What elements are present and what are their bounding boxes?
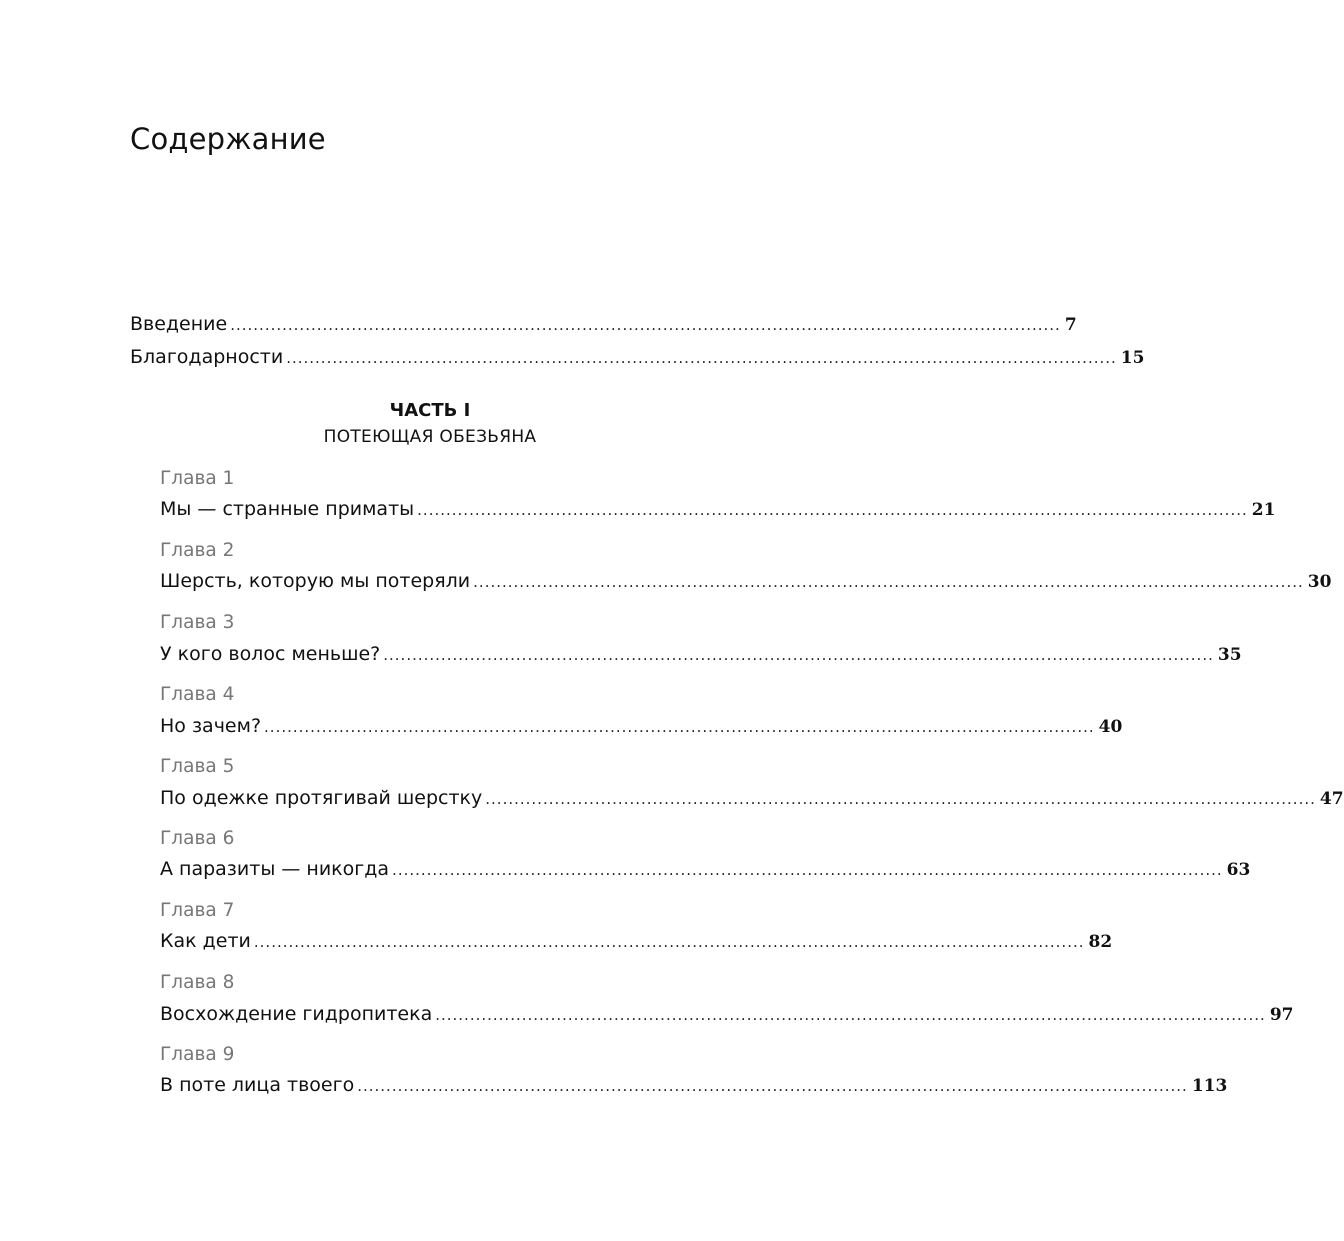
dot-leader: ................................................................................................................................................ [417, 501, 1248, 519]
page-title: Содержание [130, 122, 326, 156]
toc-entry-label: А паразиты — никогда [160, 858, 390, 880]
chapter-number: Глава 1 [160, 468, 235, 489]
part-heading [300, 398, 560, 450]
toc-page-number: 97 [1269, 1005, 1294, 1025]
dot-leader: ................................................................................................................................................ [485, 790, 1316, 808]
part-title: ПОТЕЮЩАЯ ОБЕЗЬЯНА [323, 427, 537, 447]
dot-leader: ................................................................................................................................................ [473, 573, 1304, 591]
toc-entry-label: Шерсть, которую мы потеряли [160, 570, 471, 592]
toc-entry-label: Но зачем? [160, 715, 262, 737]
toc-entry-label: Как дети [160, 930, 251, 952]
dot-leader: ................................................................................................................................................ [357, 1077, 1188, 1095]
chapter-number: Глава 5 [160, 756, 235, 777]
chapter-number: Глава 6 [160, 828, 235, 849]
toc-page-number: 35 [1217, 645, 1242, 665]
dot-leader: ................................................................................................................................................ [264, 718, 1095, 736]
toc-entry-label: По одежке протягивай шерстку [160, 787, 483, 809]
chapter-number: Глава 2 [160, 540, 235, 561]
toc-page-number: 7 [1064, 315, 1077, 335]
toc-page-number: 47 [1319, 789, 1344, 809]
dot-leader: ................................................................................................................................................ [253, 933, 1085, 951]
chapter-number: Глава 4 [160, 684, 235, 705]
toc-entry-label: У кого волос меньше? [160, 643, 381, 665]
chapter-number: Глава 3 [160, 612, 235, 633]
toc-entry-label: Введение [130, 313, 228, 335]
toc-entry-chapter-3[interactable] [160, 642, 1242, 667]
toc-entry-label: Мы — странные приматы [160, 498, 415, 520]
toc-page-number: 82 [1088, 932, 1113, 952]
toc-entry-chapter-5[interactable] [160, 786, 1344, 811]
chapter-number: Глава 8 [160, 972, 235, 993]
toc-page-number: 15 [1120, 348, 1145, 368]
toc-page-number: 63 [1226, 860, 1251, 880]
toc-page-number: 113 [1191, 1076, 1228, 1096]
toc-entry-chapter-2[interactable] [160, 569, 1332, 594]
dot-leader: ................................................................................................................................................ [435, 1006, 1266, 1024]
toc-entry-label: Восхождение гидропитека [160, 1003, 433, 1025]
dot-leader: ................................................................................................................................................ [392, 861, 1223, 879]
toc-page-number: 30 [1307, 572, 1332, 592]
toc-entry-chapter-1[interactable] [160, 497, 1276, 522]
part-number: ЧАСТЬ I [389, 400, 471, 421]
chapter-number: Глава 9 [160, 1044, 235, 1065]
dot-leader: ................................................................................................................................................ [383, 646, 1214, 664]
toc-entry-introduction[interactable] [130, 312, 1077, 337]
toc-entry-chapter-6[interactable] [160, 857, 1251, 882]
toc-entry-chapter-7[interactable] [160, 929, 1113, 954]
dot-leader: ................................................................................................................................................ [230, 316, 1061, 334]
dot-leader: ................................................................................................................................................ [286, 349, 1117, 367]
toc-page-number: 40 [1098, 717, 1123, 737]
toc-entry-chapter-4[interactable] [160, 714, 1123, 739]
toc-entry-acknowledgements[interactable] [130, 345, 1145, 370]
chapter-number: Глава 7 [160, 900, 235, 921]
toc-page-number: 21 [1251, 500, 1276, 520]
toc-entry-chapter-8[interactable] [160, 1002, 1294, 1027]
toc-entry-label: Благодарности [130, 346, 284, 368]
toc-entry-label: В поте лица твоего [160, 1074, 355, 1096]
toc-entry-chapter-9[interactable] [160, 1073, 1228, 1098]
